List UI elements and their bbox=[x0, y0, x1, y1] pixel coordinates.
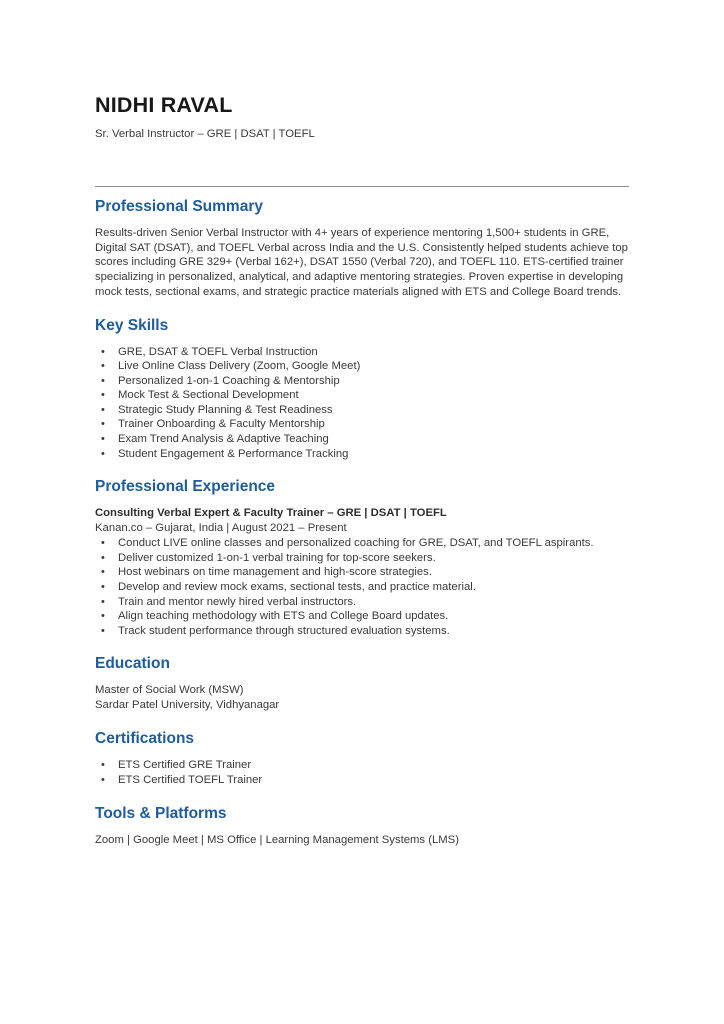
resume-title-line: Sr. Verbal Instructor – GRE | DSAT | TOEFL bbox=[95, 128, 315, 140]
summary-heading: Professional Summary bbox=[95, 198, 263, 215]
list-item: • Train and mentor newly hired verbal instructors. bbox=[95, 595, 629, 610]
list-item: • Conduct LIVE online classes and personalized coaching for GRE, DSAT, and TOEFL aspirants. bbox=[95, 536, 629, 551]
summary-text: Results-driven Senior Verbal Instructor with 4+ years of experience mentoring 1,500+ students in GRE, Digital SAT (DSAT), and TOEFL Verbal across India and the U.S. Consistently helped students achieve top scores including GRE 329+ (Verbal 162+), DSAT 1550 (Verbal 720), and TOEFL 110. ETS-certified trainer specializing in personalized, analytical, and adaptive mentoring strategies. Proven expertise in developing mock tests, sectional exams, and strategic practice materials aligned with ETS and College Board trends. bbox=[95, 227, 628, 298]
resume-name: NIDHI RAVAL bbox=[95, 93, 233, 117]
list-item: • ETS Certified GRE Trainer bbox=[95, 758, 629, 773]
tools-heading: Tools & Platforms bbox=[95, 804, 227, 822]
experience-bullet-list bbox=[95, 536, 629, 638]
list-item: • Exam Trend Analysis & Adaptive Teaching bbox=[95, 432, 629, 447]
section-key-skills bbox=[95, 316, 629, 462]
list-item: • Trainer Onboarding & Faculty Mentorship bbox=[95, 417, 629, 432]
header-divider bbox=[95, 186, 629, 187]
section-tools-platforms bbox=[95, 804, 629, 848]
tools-text: Zoom | Google Meet | MS Office | Learning Management Systems (LMS) bbox=[95, 833, 459, 846]
section-professional-summary bbox=[95, 197, 629, 300]
section-education bbox=[95, 654, 629, 713]
list-item: • Host webinars on time management and high-score strategies. bbox=[95, 565, 629, 580]
education-degree: Master of Social Work (MSW) bbox=[95, 684, 244, 697]
section-professional-experience bbox=[95, 477, 629, 638]
list-item: • ETS Certified TOEFL Trainer bbox=[95, 773, 629, 788]
list-item: • Develop and review mock exams, sectional tests, and practice material. bbox=[95, 580, 629, 595]
list-item: • Strategic Study Planning & Test Readiness bbox=[95, 403, 629, 418]
certifications-heading: Certifications bbox=[95, 730, 195, 748]
resume-header bbox=[95, 93, 629, 142]
certifications-list bbox=[95, 758, 629, 787]
list-item: • Student Engagement & Performance Tracking bbox=[95, 447, 629, 462]
education-school: Sardar Patel University, Vidhyanagar bbox=[95, 699, 280, 712]
key-skills-list bbox=[95, 345, 629, 462]
list-item: • Mock Test & Sectional Development bbox=[95, 388, 629, 403]
section-certifications bbox=[95, 729, 629, 787]
list-item: • Personalized 1-on-1 Coaching & Mentorship bbox=[95, 374, 629, 389]
list-item: • Track student performance through structured evaluation systems. bbox=[95, 624, 629, 639]
list-item: • Live Online Class Delivery (Zoom, Google Meet) bbox=[95, 359, 629, 374]
list-item: • Deliver customized 1-on-1 verbal training for top-score seekers. bbox=[95, 551, 629, 566]
list-item: • Align teaching methodology with ETS and College Board updates. bbox=[95, 609, 629, 624]
job-title: Consulting Verbal Expert & Faculty Trainer – GRE | DSAT | TOEFL bbox=[95, 507, 447, 520]
key-skills-heading: Key Skills bbox=[95, 316, 169, 334]
experience-heading: Professional Experience bbox=[95, 478, 276, 496]
list-item: • GRE, DSAT & TOEFL Verbal Instruction bbox=[95, 345, 629, 360]
job-meta: Kanan.co – Gujarat, India | August 2021 – Present bbox=[95, 522, 347, 535]
education-heading: Education bbox=[95, 655, 170, 673]
